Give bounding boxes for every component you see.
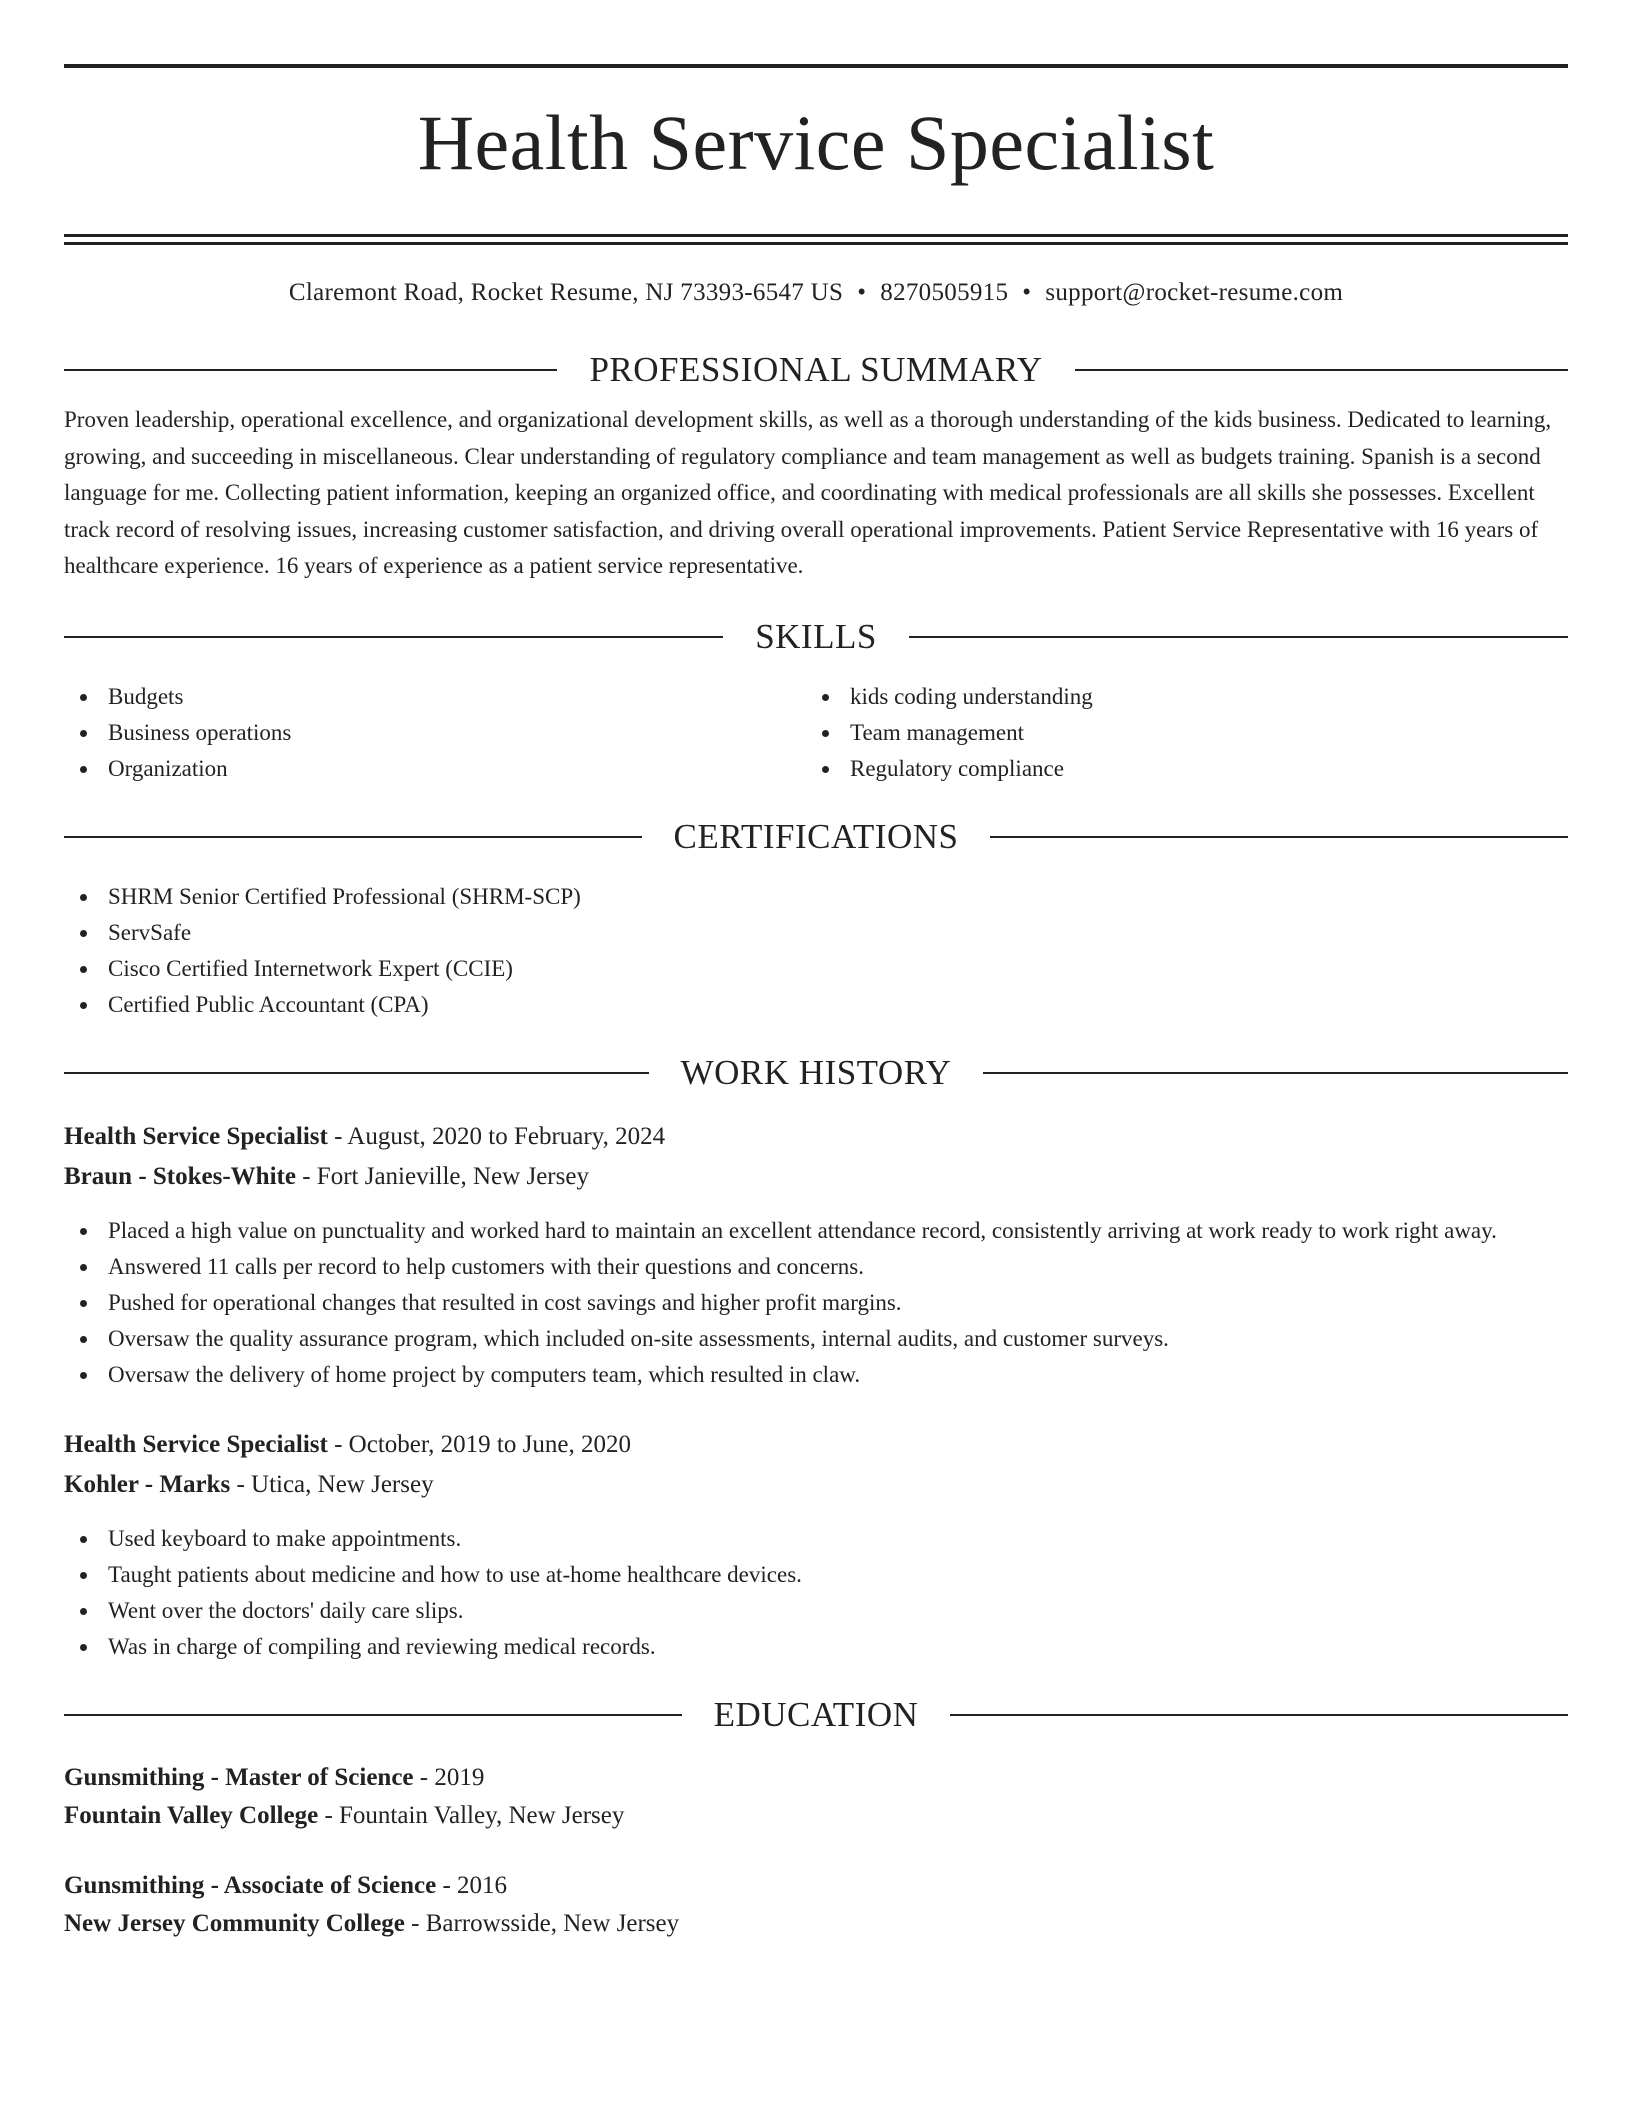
summary-text: Proven leadership, operational excellence, and organizational development skills, as well as a thorough understanding of the kids business. Dedicated to learning, growing, and succeeding in miscellaneous. Clear understanding of regulatory compliance and team management as well as budgets training. Spanish is a second language for me. Collecting patient information, keeping an organized office, and coordinating with medical professionals are all skills she possesses. Excellent track record of resolving issues, increasing customer satisfaction, and driving overall operational improvements. Patient Service Representative with 16 years of healthcare experience. 16 years of experience as a patient service representative. xyxy=(64,407,1552,579)
job-duty-item: Taught patients about medicine and how to use at-home healthcare devices. xyxy=(64,1557,1568,1593)
job-title: Health Service Specialist xyxy=(64,1430,328,1458)
job-entry xyxy=(64,1117,1568,1393)
contact-phone: 8270505915 xyxy=(880,279,1009,307)
top-rule xyxy=(64,64,1568,68)
certification-item: ServSafe xyxy=(64,915,1568,951)
education-heading-label: EDUCATION xyxy=(713,1694,919,1734)
certification-item: Cisco Certified Internetwork Expert (CCIE) xyxy=(64,951,1568,987)
summary-section-heading xyxy=(64,350,1568,390)
job-company: Braun - Stokes-White xyxy=(64,1162,296,1190)
skill-item: Organization xyxy=(64,751,806,787)
education-degree: Gunsmithing - Master of Science xyxy=(64,1763,414,1791)
contact-address: Claremont Road, Rocket Resume, NJ 73393-6547 US xyxy=(288,279,844,307)
education-entry xyxy=(64,1759,1568,1835)
job-title: Health Service Specialist xyxy=(64,1122,328,1150)
certifications-heading-label: CERTIFICATIONS xyxy=(673,816,959,856)
education-degree-line xyxy=(64,1867,1568,1905)
education-school-line xyxy=(64,1905,1568,1943)
heading-rule-left xyxy=(64,636,723,638)
education-location: - Fountain Valley, New Jersey xyxy=(318,1801,625,1829)
job-duty-item: Oversaw the quality assurance program, which included on-site assessments, internal audits, and customer surveys. xyxy=(64,1321,1568,1357)
contact-separator: • xyxy=(857,279,867,307)
job-dates: - August, 2020 to February, 2024 xyxy=(327,1122,666,1150)
work-history-heading-label: WORK HISTORY xyxy=(680,1052,952,1092)
skill-item: Team management xyxy=(806,715,1548,751)
title-double-rule xyxy=(64,234,1568,245)
job-duty-item: Was in charge of compiling and reviewing medical records. xyxy=(64,1629,1568,1665)
job-duty-item: Oversaw the delivery of home project by computers team, which resulted in claw. xyxy=(64,1357,1568,1393)
skills-grid xyxy=(64,679,1568,787)
heading-rule-left xyxy=(64,1714,682,1716)
work-history-section-heading xyxy=(64,1053,1568,1093)
job-company-line xyxy=(64,1465,1568,1505)
job-duty-item: Pushed for operational changes that resulted in cost savings and higher profit margins. xyxy=(64,1285,1568,1321)
education-degree: Gunsmithing - Associate of Science xyxy=(64,1871,437,1899)
education-location: - Barrowsside, New Jersey xyxy=(404,1909,680,1937)
education-school: New Jersey Community College xyxy=(64,1909,405,1937)
heading-rule-right xyxy=(950,1714,1568,1716)
certification-item: SHRM Senior Certified Professional (SHRM-SCP) xyxy=(64,879,1568,915)
job-duty-item: Placed a high value on punctuality and worked hard to maintain an excellent attendance record, consistently arriving at work ready to work right away. xyxy=(64,1213,1568,1249)
certifications-section-heading xyxy=(64,817,1568,857)
certification-item: Certified Public Accountant (CPA) xyxy=(64,987,1568,1023)
education-degree-line xyxy=(64,1759,1568,1797)
job-duty-item: Answered 11 calls per record to help customers with their questions and concerns. xyxy=(64,1249,1568,1285)
heading-rule-left xyxy=(64,836,642,838)
job-entry xyxy=(64,1425,1568,1665)
education-school-line xyxy=(64,1797,1568,1835)
skill-item: Budgets xyxy=(64,679,806,715)
skills-list-left xyxy=(64,679,806,787)
education-school: Fountain Valley College xyxy=(64,1801,319,1829)
certifications-list xyxy=(64,879,1568,1023)
job-title-line xyxy=(64,1117,1568,1157)
skills-list-right xyxy=(806,679,1548,787)
heading-rule-right xyxy=(983,1072,1568,1074)
education-year: - 2016 xyxy=(436,1871,508,1899)
heading-rule-right xyxy=(990,836,1568,838)
skill-item: Regulatory compliance xyxy=(806,751,1548,787)
contact-separator: • xyxy=(1022,279,1032,307)
job-location: - Utica, New Jersey xyxy=(230,1470,434,1498)
contact-line xyxy=(64,278,1568,308)
resume-title: Health Service Specialist xyxy=(417,99,1215,186)
job-company-line xyxy=(64,1157,1568,1197)
job-duty-item: Used keyboard to make appointments. xyxy=(64,1521,1568,1557)
skill-item: Business operations xyxy=(64,715,806,751)
job-duty-item: Went over the doctors' daily care slips. xyxy=(64,1593,1568,1629)
skills-section-heading xyxy=(64,617,1568,657)
job-location: - Fort Janieville, New Jersey xyxy=(295,1162,589,1190)
job-dates: - October, 2019 to June, 2020 xyxy=(327,1430,631,1458)
job-title-line xyxy=(64,1425,1568,1465)
summary-heading-label: PROFESSIONAL SUMMARY xyxy=(589,350,1043,390)
education-section-heading xyxy=(64,1695,1568,1735)
heading-rule-left xyxy=(64,369,557,371)
skills-heading-label: SKILLS xyxy=(755,616,877,656)
education-year: - 2019 xyxy=(413,1763,485,1791)
job-company: Kohler - Marks xyxy=(64,1470,231,1498)
contact-email: support@rocket-resume.com xyxy=(1045,279,1344,307)
resume-page xyxy=(64,64,1568,1943)
heading-rule-right xyxy=(1075,369,1568,371)
job-duties-list xyxy=(64,1213,1568,1393)
heading-rule-left xyxy=(64,1072,649,1074)
job-duties-list xyxy=(64,1521,1568,1665)
heading-rule-right xyxy=(909,636,1568,638)
education-entry xyxy=(64,1867,1568,1943)
skill-item: kids coding understanding xyxy=(806,679,1548,715)
